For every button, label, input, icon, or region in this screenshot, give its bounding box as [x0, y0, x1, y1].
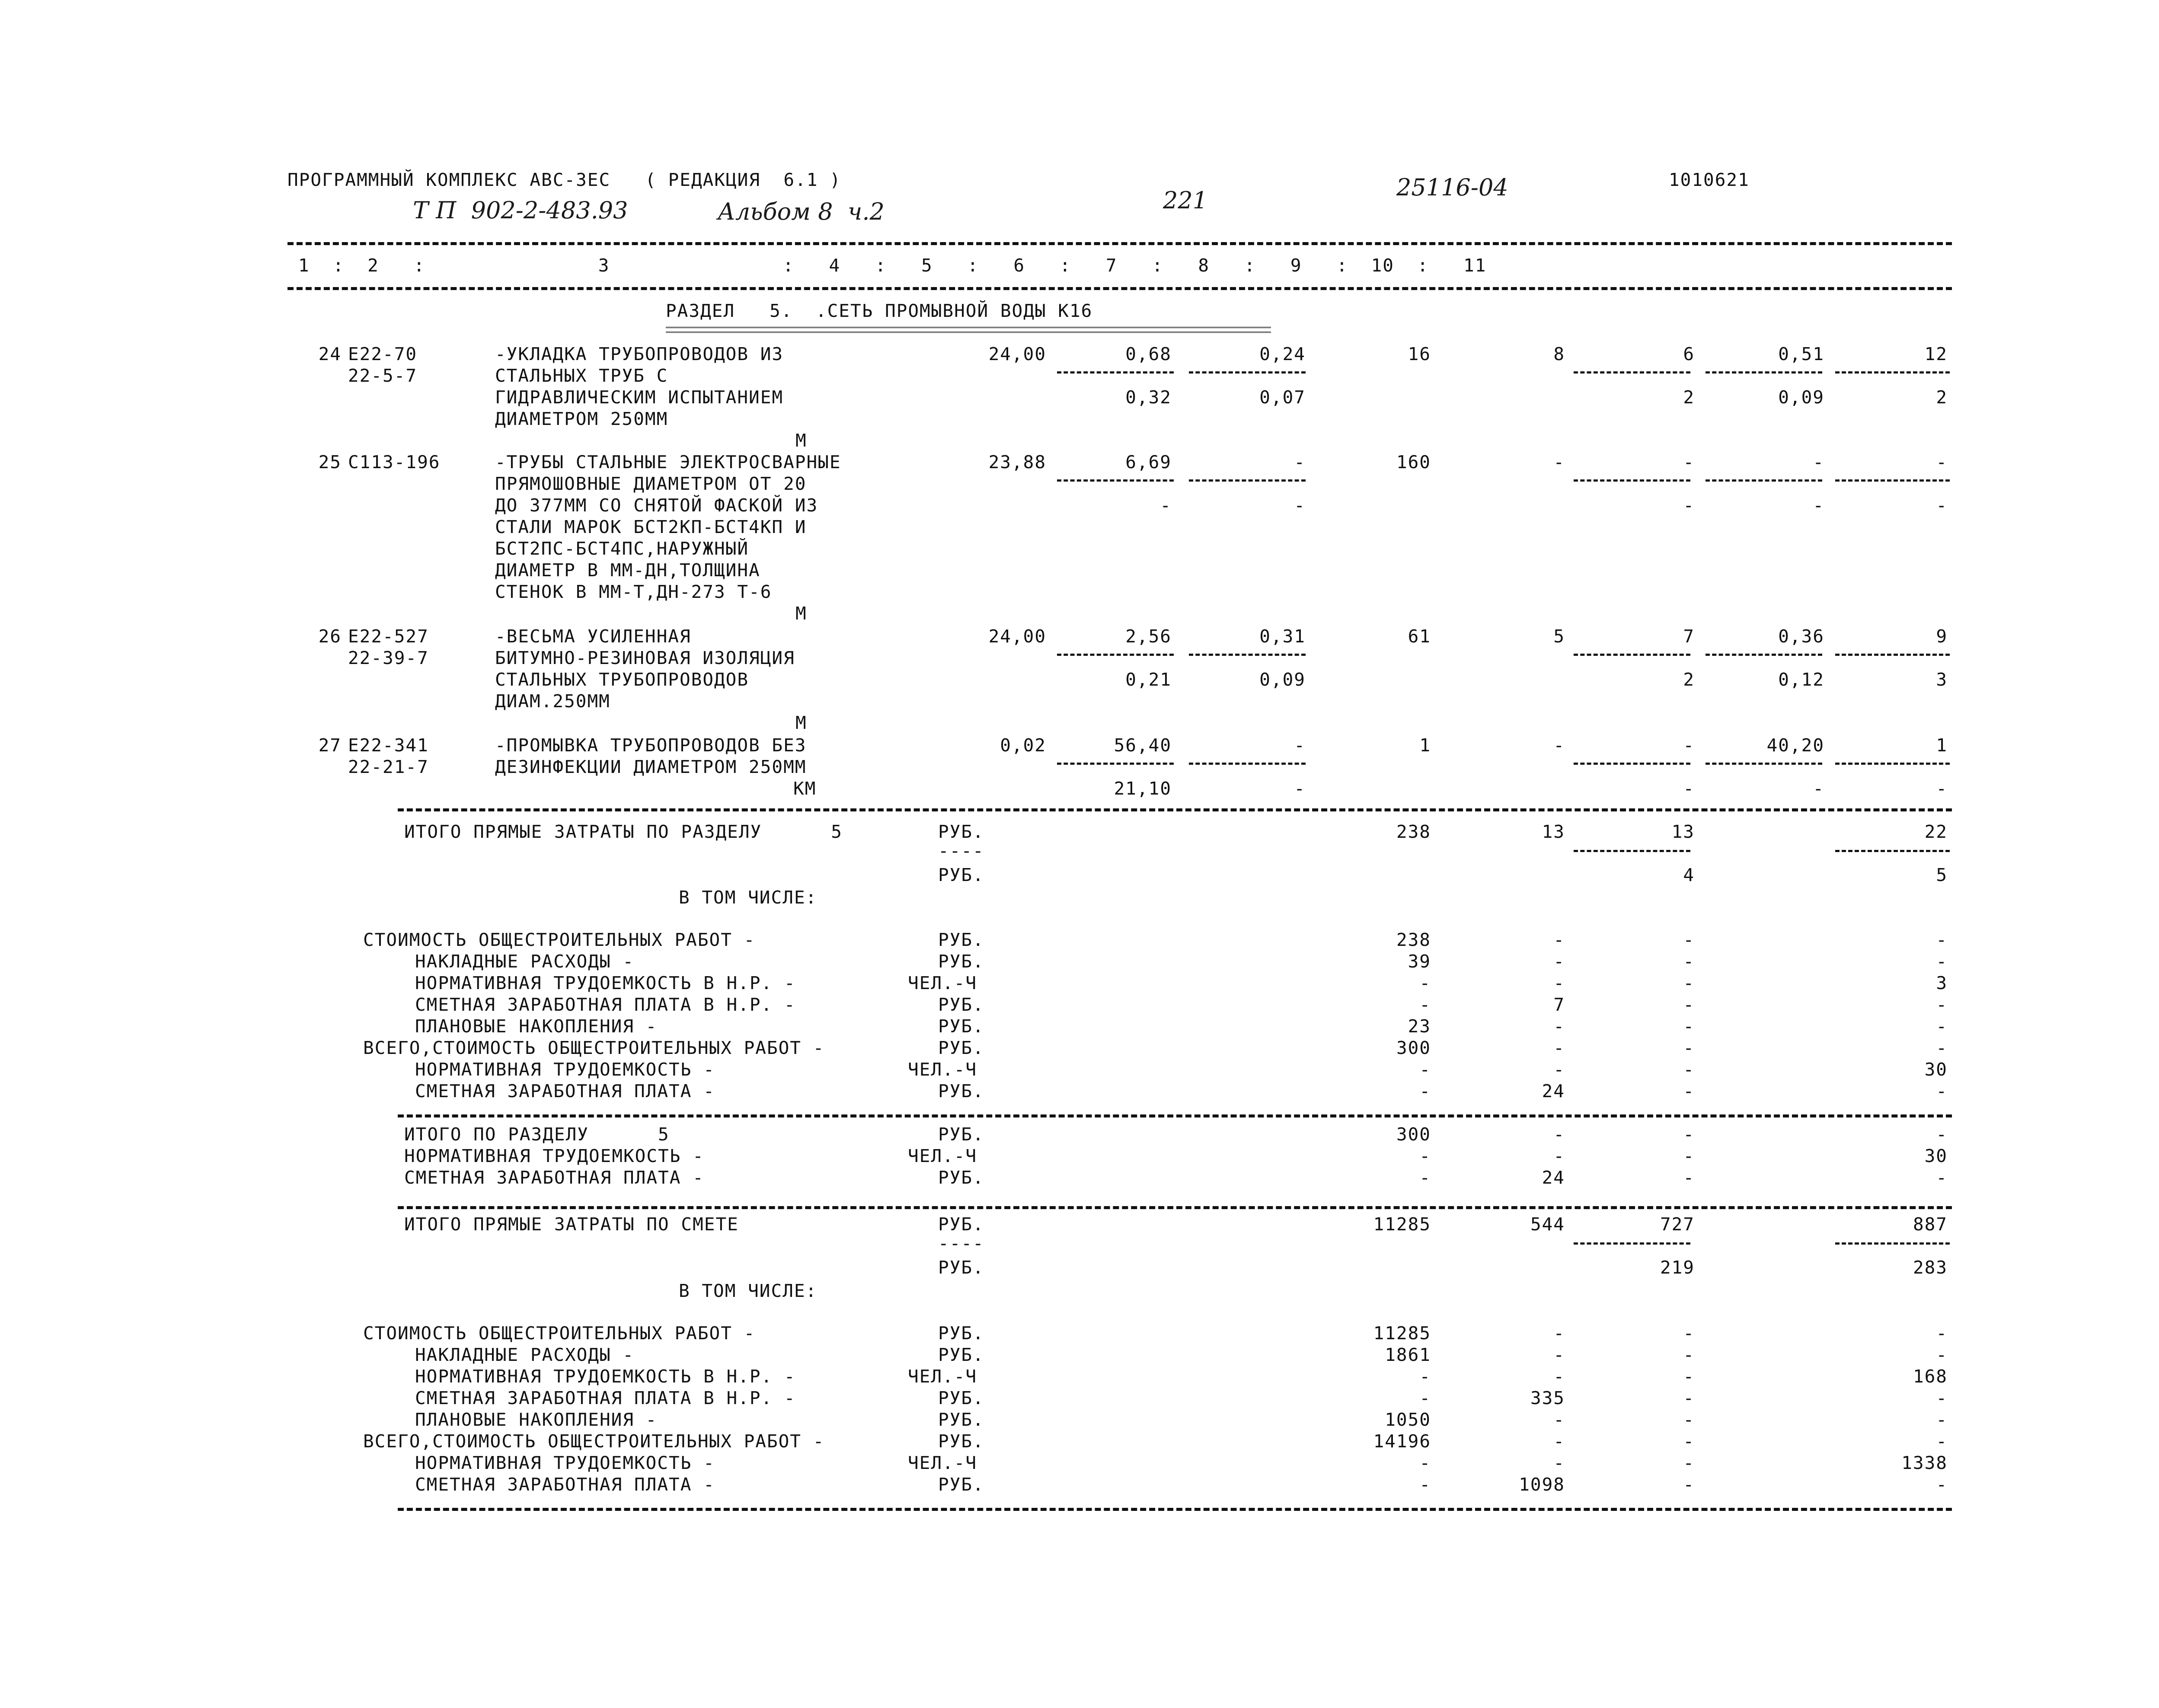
cell-c8: -	[1553, 1038, 1565, 1058]
subline	[1835, 763, 1950, 765]
cell-c11-sub: 2	[1936, 387, 1948, 408]
item-description-line: ДИАМЕТР В ММ-ДН,ТОЛЩИНА	[495, 560, 760, 581]
row-label: НАКЛАДНЫЕ РАСХОДЫ -	[415, 1344, 634, 1365]
estimate-total-c8: 544	[1530, 1214, 1565, 1235]
subline	[1835, 1242, 1950, 1245]
estimate-total-unit2: РУБ.	[938, 1257, 984, 1278]
cell-c5: 0,68	[1125, 344, 1172, 364]
cell-c7: 61	[1408, 626, 1431, 647]
subline	[1189, 371, 1306, 374]
cell-c4: 0,02	[1000, 735, 1046, 756]
cell-c8: 1098	[1519, 1474, 1565, 1495]
cell-c11: -	[1936, 1038, 1948, 1058]
item-code: Е22-341	[348, 735, 429, 756]
item-unit: М	[795, 603, 807, 624]
item-description-line: БИТУМНО-РЕЗИНОВАЯ ИЗОЛЯЦИЯ	[495, 648, 795, 668]
cell-c11: -	[1936, 1016, 1948, 1037]
cell-c8: -	[1553, 1431, 1565, 1452]
item-code: Е22-70	[348, 344, 418, 364]
cell-c8: -	[1553, 951, 1565, 972]
cell-c10: 0,51	[1778, 344, 1824, 364]
cell-c11-sub: -	[1936, 778, 1948, 799]
handwritten-code: 25116-04	[1396, 174, 1508, 201]
row-unit: ЧЕЛ.-Ч	[908, 1453, 977, 1473]
item-description-line: ПРЯМОШОВНЫЕ ДИАМЕТРОМ ОТ 20	[495, 473, 807, 494]
document-number: 1010621	[1669, 169, 1750, 190]
cell-c9: -	[1683, 1146, 1695, 1166]
row-unit: РУБ.	[938, 1431, 984, 1452]
row-label: СМЕТНАЯ ЗАРАБОТНАЯ ПЛАТА В Н.Р. -	[415, 1388, 796, 1408]
including-label: В ТОМ ЧИСЛЕ:	[679, 887, 818, 908]
cell-c6: 0,31	[1259, 626, 1306, 647]
cell-c9: -	[1683, 1059, 1695, 1080]
cell-c5: 2,56	[1125, 626, 1172, 647]
cell-c11: 1	[1936, 735, 1948, 756]
cell-c5-sub: -	[1160, 495, 1172, 516]
item-number: 27	[318, 735, 342, 756]
cell-c7: 1050	[1385, 1409, 1431, 1430]
cell-c10-sub: 0,09	[1778, 387, 1824, 408]
cell-c11: 9	[1936, 626, 1948, 647]
subline	[1574, 371, 1690, 374]
cell-c4: 24,00	[988, 344, 1046, 364]
subline	[1057, 479, 1174, 482]
row-label: НОРМАТИВНАЯ ТРУДОЕМКОСТЬ -	[415, 1453, 715, 1473]
cell-c5-sub: 0,21	[1125, 669, 1172, 690]
divider	[287, 242, 1952, 245]
cell-c9: -	[1683, 994, 1695, 1015]
cell-c11: 30	[1924, 1059, 1948, 1080]
cell-c8: 5	[1553, 626, 1565, 647]
cell-c9-sub: 2	[1683, 387, 1695, 408]
cell-c8: 8	[1553, 344, 1565, 364]
row-label: СТОИМОСТЬ ОБЩЕСТРОИТЕЛЬНЫХ РАБОТ -	[363, 1323, 756, 1344]
handwritten-page-number: 221	[1163, 187, 1208, 214]
item-code: С113-196	[348, 452, 441, 472]
row-label: СМЕТНАЯ ЗАРАБОТНАЯ ПЛАТА -	[404, 1167, 704, 1188]
row-label: СМЕТНАЯ ЗАРАБОТНАЯ ПЛАТА В Н.Р. -	[415, 994, 796, 1015]
row-label: ИТОГО ПО РАЗДЕЛУ 5	[404, 1124, 670, 1145]
divider	[398, 1508, 1952, 1511]
cell-c5-sub: 0,32	[1125, 387, 1172, 408]
row-label: НАКЛАДНЫЕ РАСХОДЫ -	[415, 951, 634, 972]
row-unit: ЧЕЛ.-Ч	[908, 1366, 977, 1387]
row-unit: РУБ.	[938, 1124, 984, 1145]
cell-c7: -	[1419, 1081, 1431, 1101]
cell-c8: -	[1553, 1124, 1565, 1145]
cell-c11: -	[1936, 1388, 1948, 1408]
cell-c6-sub: -	[1294, 495, 1306, 516]
item-unit: М	[795, 430, 807, 451]
cell-c7: 14196	[1373, 1431, 1431, 1452]
item-description-line: ДО 377ММ СО СНЯТОЙ ФАСКОЙ ИЗ	[495, 495, 818, 516]
cell-c9: -	[1683, 1388, 1695, 1408]
cell-c9: -	[1683, 1038, 1695, 1058]
cell-c9: -	[1683, 1474, 1695, 1495]
item-code-2: 22-39-7	[348, 648, 429, 668]
cell-c6-sub: 0,09	[1259, 669, 1306, 690]
subline	[1057, 763, 1174, 765]
cell-c7: 160	[1396, 452, 1431, 472]
item-description-line: ДИАМЕТРОМ 250ММ	[495, 409, 668, 429]
item-code-2: 22-5-7	[348, 365, 418, 386]
subline	[1835, 850, 1950, 852]
cell-c9: -	[1683, 1431, 1695, 1452]
cell-c7: -	[1419, 1474, 1431, 1495]
cell-c9: -	[1683, 1366, 1695, 1387]
cell-c8: 335	[1530, 1388, 1565, 1408]
cell-c8: -	[1553, 1344, 1565, 1365]
estimate-total-unit: РУБ.	[938, 1214, 984, 1235]
item-description-line: ДЕЗИНФЕКЦИИ ДИАМЕТРОМ 250ММ	[495, 757, 807, 777]
cell-c11: -	[1936, 1167, 1948, 1188]
cell-c10-sub: -	[1813, 778, 1824, 799]
cell-c9: -	[1683, 929, 1695, 950]
cell-c9-sub: -	[1683, 495, 1695, 516]
handwritten-album: Альбом 8 ч.2	[718, 198, 885, 225]
cell-c11: -	[1936, 1323, 1948, 1344]
row-label: ПЛАНОВЫЕ НАКОПЛЕНИЯ -	[415, 1409, 658, 1430]
cell-c10: 0,36	[1778, 626, 1824, 647]
cell-c11: -	[1936, 1409, 1948, 1430]
subline	[1705, 479, 1822, 482]
row-unit: РУБ.	[938, 994, 984, 1015]
cell-c7: 11285	[1373, 1323, 1431, 1344]
cell-c10-sub: 0,12	[1778, 669, 1824, 690]
item-number: 25	[318, 452, 342, 472]
cell-c11-sub: 3	[1936, 669, 1948, 690]
section-total-label: ИТОГО ПРЯМЫЕ ЗАТРАТЫ ПО РАЗДЕЛУ 5	[404, 821, 843, 842]
row-label: ВСЕГО,СТОИМОСТЬ ОБЩЕСТРОИТЕЛЬНЫХ РАБОТ -	[363, 1431, 825, 1452]
cell-c7: 1861	[1385, 1344, 1431, 1365]
row-label: НОРМАТИВНАЯ ТРУДОЕМКОСТЬ В Н.Р. -	[415, 973, 796, 993]
cell-c7: -	[1419, 1059, 1431, 1080]
cell-c9: -	[1683, 973, 1695, 993]
cell-c10: -	[1813, 452, 1824, 472]
cell-c8: 7	[1553, 994, 1565, 1015]
cell-c7: 39	[1408, 951, 1431, 972]
including-label-2: В ТОМ ЧИСЛЕ:	[679, 1280, 818, 1301]
row-unit: РУБ.	[938, 951, 984, 972]
cell-c9: -	[1683, 1344, 1695, 1365]
subline	[1574, 479, 1690, 482]
section-total-c9: 13	[1671, 821, 1695, 842]
item-code-2: 22-21-7	[348, 757, 429, 777]
cell-c9: -	[1683, 1453, 1695, 1473]
cell-c6-sub: 0,07	[1259, 387, 1306, 408]
cell-c9: 7	[1683, 626, 1695, 647]
row-label: НОРМАТИВНАЯ ТРУДОЕМКОСТЬ -	[404, 1146, 704, 1166]
cell-c4: 24,00	[988, 626, 1046, 647]
section-total-c11: 22	[1924, 821, 1948, 842]
row-unit: ЧЕЛ.-Ч	[908, 1146, 977, 1166]
cell-c8: -	[1553, 929, 1565, 950]
cell-c9: -	[1683, 735, 1695, 756]
row-label: СТОИМОСТЬ ОБЩЕСТРОИТЕЛЬНЫХ РАБОТ -	[363, 929, 756, 950]
row-label: СМЕТНАЯ ЗАРАБОТНАЯ ПЛАТА -	[415, 1474, 715, 1495]
estimate-total-c11: 887	[1913, 1214, 1948, 1235]
row-unit: РУБ.	[938, 1474, 984, 1495]
section-total-c8: 13	[1542, 821, 1565, 842]
row-label: НОРМАТИВНАЯ ТРУДОЕМКОСТЬ -	[415, 1059, 715, 1080]
estimate-total-c9b: 219	[1660, 1257, 1695, 1278]
subline	[1835, 479, 1950, 482]
row-unit: РУБ.	[938, 1388, 984, 1408]
row-unit: РУБ.	[938, 1323, 984, 1344]
subline	[1835, 654, 1950, 656]
cell-c5-sub: 21,10	[1114, 778, 1172, 799]
cell-c8: -	[1553, 1323, 1565, 1344]
cell-c8: 24	[1542, 1167, 1565, 1188]
cell-c6-sub: -	[1294, 778, 1306, 799]
cell-c7: 23	[1408, 1016, 1431, 1037]
item-number: 24	[318, 344, 342, 364]
cell-c9: 6	[1683, 344, 1695, 364]
estimate-total-unit-dash: ----	[938, 1233, 984, 1254]
cell-c5: 6,69	[1125, 452, 1172, 472]
item-description-line: -ТРУБЫ СТАЛЬНЫЕ ЭЛЕКТРОСВАРНЫЕ	[495, 452, 841, 472]
cell-c11: -	[1936, 452, 1948, 472]
cell-c6: -	[1294, 735, 1306, 756]
estimate-total-c9: 727	[1660, 1214, 1695, 1235]
cell-c11: -	[1936, 994, 1948, 1015]
cell-c7: -	[1419, 994, 1431, 1015]
estimate-total-c7: 11285	[1373, 1214, 1431, 1235]
cell-c8: -	[1553, 452, 1565, 472]
section-total-c11b: 5	[1936, 865, 1948, 885]
cell-c11: -	[1936, 929, 1948, 950]
cell-c8: -	[1553, 973, 1565, 993]
cell-c11-sub: -	[1936, 495, 1948, 516]
cell-c8: -	[1553, 1366, 1565, 1387]
row-unit: РУБ.	[938, 1409, 984, 1430]
cell-c7: 238	[1396, 929, 1431, 950]
cell-c7: -	[1419, 1388, 1431, 1408]
subline	[1574, 850, 1690, 852]
row-unit: РУБ.	[938, 1081, 984, 1101]
item-description-line: -УКЛАДКА ТРУБОПРОВОДОВ ИЗ	[495, 344, 784, 364]
item-description-line: СТАЛИ МАРОК БСТ2КП-БСТ4КП И	[495, 517, 807, 537]
cell-c7: 16	[1408, 344, 1431, 364]
cell-c11: -	[1936, 1431, 1948, 1452]
subline	[1189, 479, 1306, 482]
cell-c11: 168	[1913, 1366, 1948, 1387]
item-description-line: ДИАМ.250ММ	[495, 691, 610, 712]
cell-c9: -	[1683, 951, 1695, 972]
item-code: Е22-527	[348, 626, 429, 647]
section-total-unit-dash: ----	[938, 840, 984, 861]
cell-c11: -	[1936, 1081, 1948, 1101]
cell-c9: -	[1683, 1409, 1695, 1430]
item-description-line: СТЕНОК В ММ-Т,ДН-273 Т-6	[495, 581, 772, 602]
row-unit: РУБ.	[938, 1167, 984, 1188]
row-unit: РУБ.	[938, 1016, 984, 1037]
subline	[1057, 371, 1174, 374]
program-title: ПРОГРАММНЫЙ КОМПЛЕКС АВС-3ЕС ( РЕДАКЦИЯ 6.1 )	[287, 169, 841, 190]
cell-c9: -	[1683, 1124, 1695, 1145]
row-label: СМЕТНАЯ ЗАРАБОТНАЯ ПЛАТА -	[415, 1081, 715, 1101]
cell-c9-sub: 2	[1683, 669, 1695, 690]
section-title-underline	[666, 327, 1271, 333]
item-description-line: БСТ2ПС-БСТ4ПС,НАРУЖНЫЙ	[495, 538, 749, 559]
cell-c9: -	[1683, 452, 1695, 472]
row-unit: РУБ.	[938, 1038, 984, 1058]
cell-c8: -	[1553, 1146, 1565, 1166]
estimate-total-c11b: 283	[1913, 1257, 1948, 1278]
estimate-total-label: ИТОГО ПРЯМЫЕ ЗАТРАТЫ ПО СМЕТЕ	[404, 1214, 739, 1235]
subline	[1574, 654, 1690, 656]
section-total-c7: 238	[1396, 821, 1431, 842]
cell-c11: 30	[1924, 1146, 1948, 1166]
cell-c7: -	[1419, 973, 1431, 993]
cell-c11: -	[1936, 951, 1948, 972]
cell-c6: -	[1294, 452, 1306, 472]
cell-c8: -	[1553, 1059, 1565, 1080]
cell-c11: -	[1936, 1474, 1948, 1495]
cell-c6: 0,24	[1259, 344, 1306, 364]
item-number: 26	[318, 626, 342, 647]
cell-c7: -	[1419, 1167, 1431, 1188]
section-title: РАЗДЕЛ 5. .СЕТЬ ПРОМЫВНОЙ ВОДЫ К16	[666, 300, 1093, 321]
subline	[1835, 371, 1950, 374]
column-header: 1 : 2 : 3 : 4 : 5 : 6 : 7 : 8 : 9 : 10 : 11	[298, 255, 1487, 276]
item-description-line: ГИДРАВЛИЧЕСКИМ ИСПЫТАНИЕМ	[495, 387, 784, 408]
divider	[287, 287, 1952, 290]
divider	[398, 1114, 1952, 1117]
cell-c7: 300	[1396, 1038, 1431, 1058]
cell-c7: -	[1419, 1146, 1431, 1166]
cell-c5: 56,40	[1114, 735, 1172, 756]
cell-c11: -	[1936, 1124, 1948, 1145]
cell-c8: -	[1553, 1409, 1565, 1430]
cell-c9: -	[1683, 1016, 1695, 1037]
section-total-unit: РУБ.	[938, 821, 984, 842]
subline	[1057, 654, 1174, 656]
subline	[1574, 763, 1690, 765]
item-unit: М	[795, 712, 807, 733]
cell-c7: 1	[1419, 735, 1431, 756]
row-label: ВСЕГО,СТОИМОСТЬ ОБЩЕСТРОИТЕЛЬНЫХ РАБОТ -	[363, 1038, 825, 1058]
cell-c10-sub: -	[1813, 495, 1824, 516]
cell-c7: -	[1419, 1366, 1431, 1387]
cell-c11: 1338	[1901, 1453, 1948, 1473]
cell-c4: 23,88	[988, 452, 1046, 472]
subline	[1189, 654, 1306, 656]
cell-c8: -	[1553, 1016, 1565, 1037]
subline	[1705, 654, 1822, 656]
handwritten-tp-number: Т П 902-2-483.93	[413, 197, 628, 224]
cell-c9-sub: -	[1683, 778, 1695, 799]
section-total-unit2: РУБ.	[938, 865, 984, 885]
cell-c11: 12	[1924, 344, 1948, 364]
cell-c9: -	[1683, 1323, 1695, 1344]
divider	[398, 1206, 1952, 1209]
item-description-line: -ПРОМЫВКА ТРУБОПРОВОДОВ БЕЗ	[495, 735, 807, 756]
row-label: НОРМАТИВНАЯ ТРУДОЕМКОСТЬ В Н.Р. -	[415, 1366, 796, 1387]
cell-c7: 300	[1396, 1124, 1431, 1145]
row-unit: ЧЕЛ.-Ч	[908, 1059, 977, 1080]
row-unit: РУБ.	[938, 929, 984, 950]
row-unit: РУБ.	[938, 1344, 984, 1365]
subline	[1574, 1242, 1690, 1245]
cell-c9: -	[1683, 1167, 1695, 1188]
section-total-c9b: 4	[1683, 865, 1695, 885]
row-unit: ЧЕЛ.-Ч	[908, 973, 977, 993]
divider	[398, 808, 1952, 811]
item-description-line: СТАЛЬНЫХ ТРУБОПРОВОДОВ	[495, 669, 749, 690]
item-unit: КМ	[793, 778, 817, 799]
cell-c8: -	[1553, 1453, 1565, 1473]
item-description-line: -ВЕСЬМА УСИЛЕННАЯ	[495, 626, 691, 647]
cell-c11: 3	[1936, 973, 1948, 993]
cell-c8: -	[1553, 735, 1565, 756]
item-description-line: СТАЛЬНЫХ ТРУБ С	[495, 365, 668, 386]
cell-c11: -	[1936, 1344, 1948, 1365]
row-label: ПЛАНОВЫЕ НАКОПЛЕНИЯ -	[415, 1016, 658, 1037]
subline	[1189, 763, 1306, 765]
subline	[1705, 371, 1822, 374]
subline	[1705, 763, 1822, 765]
cell-c7: -	[1419, 1453, 1431, 1473]
cell-c8: 24	[1542, 1081, 1565, 1101]
cell-c10: 40,20	[1766, 735, 1824, 756]
cell-c9: -	[1683, 1081, 1695, 1101]
